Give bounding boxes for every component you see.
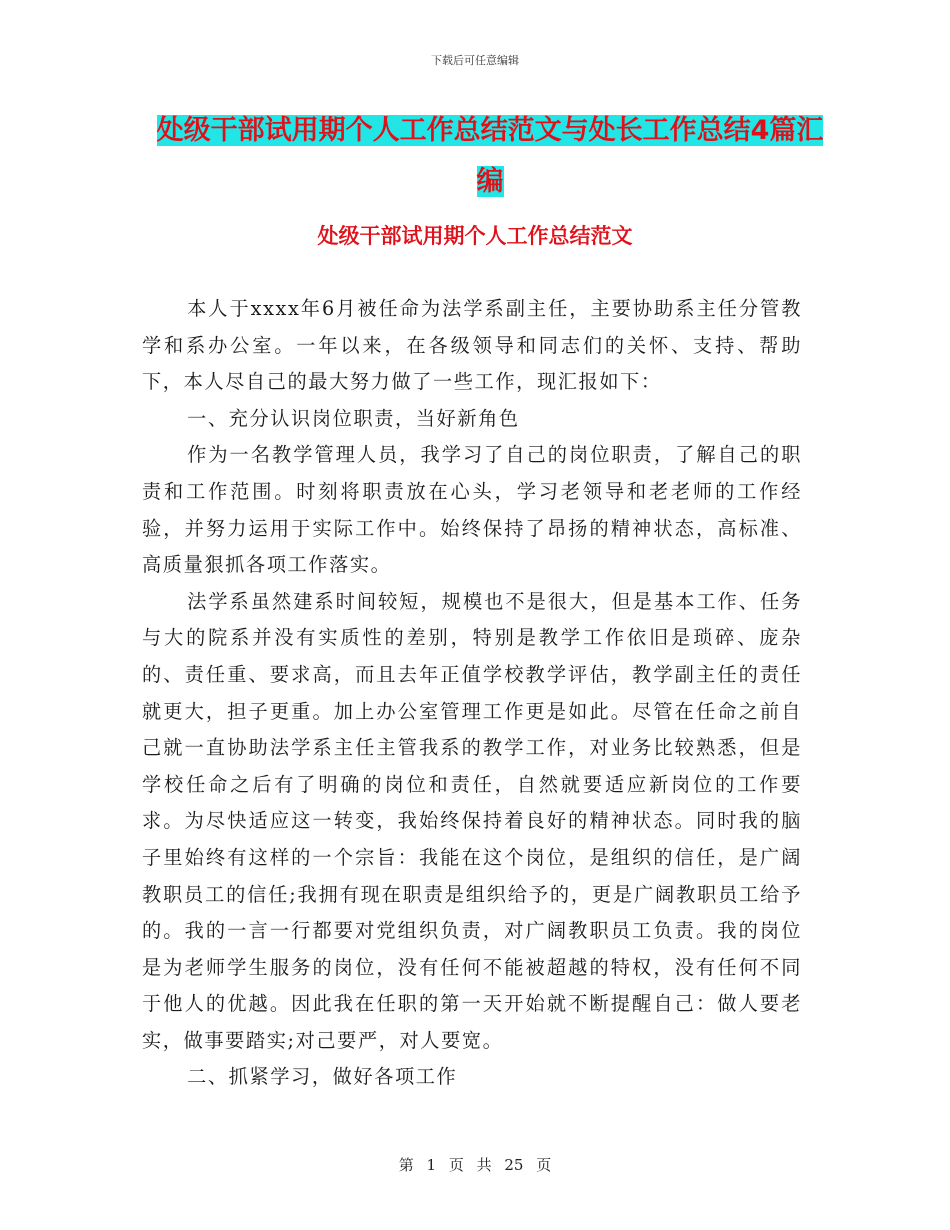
heading-section-2: 二、抓紧学习，做好各项工作 bbox=[187, 1065, 458, 1089]
document-title-text: 处级干部试用期个人工作总结范文与处长工作总结4篇汇编 bbox=[156, 115, 824, 197]
body-text bbox=[142, 291, 802, 1096]
paragraph-intro: 本人于xxxx年6月被任命为法学系副主任，主要协助系主任分管教学和系办公室。一年以来，在各级领导和同志们的关怀、支持、帮助下，本人尽自己的最大努力做了一些工作，现汇报如下： bbox=[142, 297, 802, 394]
paragraph-department: 法学系虽然建系时间较短，规模也不是很大，但是基本工作、任务与大的院系并没有实质性的差别，特别是教学工作依旧是琐碎、庞杂的、责任重、要求高，而且去年正值学校教学评估，教学副主任的责任就更大，担子更重。加上办公室管理工作更是如此。尽管在任命之前自己就一直协助法学系主任主管我系的教学工作，对业务比较熟悉，但是学校任命之后有了明确的岗位和责任，自然就要适应新岗位的工作要求。为尽快适应这一转变，我始终保持着良好的精神状态。同时我的脑子里始终有这样的一个宗旨：我能在这个岗位，是组织的信任，是广阔教职员工的信任;我拥有现在职责是组织给予的，更是广阔教职员工给予的。我的一言一行都要对党组织负责，对广阔教职员工负责。我的岗位是为老师学生服务的岗位，没有任何不能被超越的特权，没有任何不同于他人的优越。因此我在任职的第一天开始就不断提醒自己：做人要老实，做事要踏实;对己要严，对人要宽。 bbox=[142, 589, 802, 1052]
section-title: 处级干部试用期个人工作总结范文 bbox=[317, 224, 633, 248]
document-title bbox=[150, 105, 830, 207]
heading-section-1: 一、充分认识岗位职责，当好新角色 bbox=[187, 406, 520, 430]
header-note: 下载后可任意编辑 bbox=[431, 54, 519, 67]
page-footer: 第 1 页 共 25 页 bbox=[398, 1156, 552, 1174]
paragraph-duties: 作为一名教学管理人员，我学习了自己的岗位职责，了解自己的职责和工作范围。时刻将职责放在心头，学习老领导和老老师的工作经验，并努力运用于实际工作中。始终保持了昂扬的精神状态，高标准、高质量狠抓各项工作落实。 bbox=[142, 443, 802, 577]
